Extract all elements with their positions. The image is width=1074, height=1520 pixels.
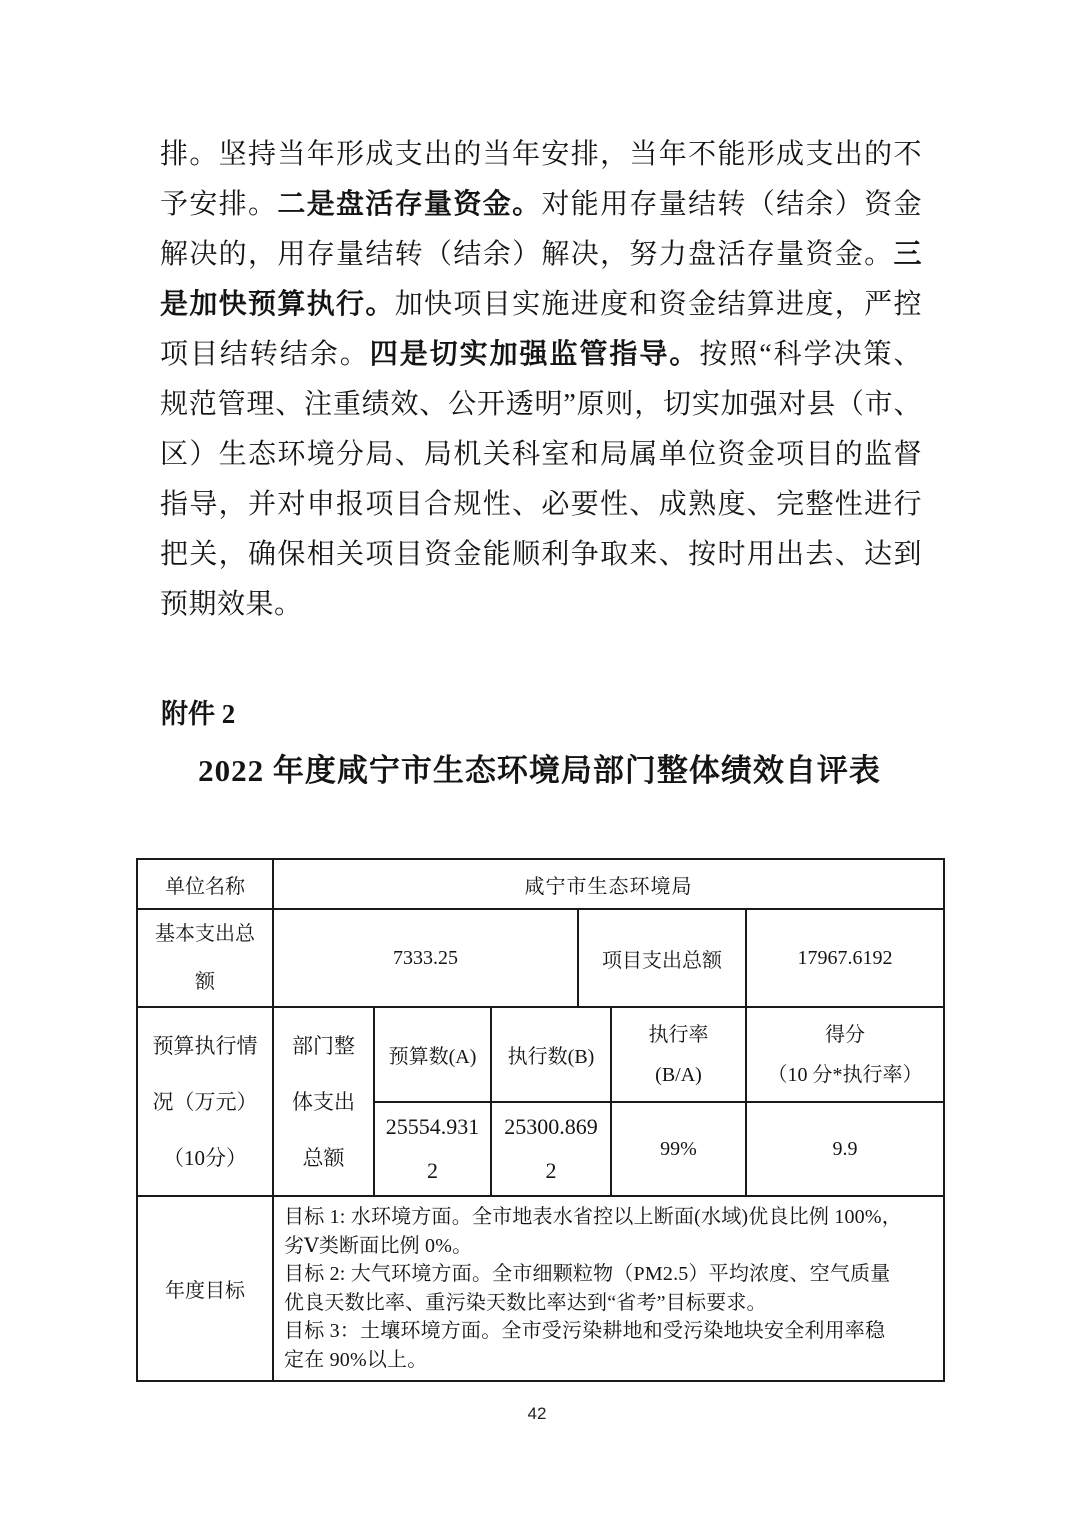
body-text: 排。坚持当年形成支出的当年安排，当年不能形成支出的不 [160,139,922,170]
score-header [746,1007,944,1102]
table-row [137,909,944,1007]
basic-expense-label [137,909,273,1007]
unit-name-label: 单位名称 [137,859,273,909]
body-text-bold: 四是切实加强监管指导。 [369,339,700,370]
annual-goal-line: 目标 1: 水环境方面。全市地表水省控以上断面(水域)优良比例 100%， [284,1206,902,1228]
exec-b-value-line: 2 [545,1158,557,1183]
dept-total-label [273,1007,374,1196]
exec-rate-header [611,1007,746,1102]
score-value: 9.9 [746,1102,944,1196]
annual-goal-line: 目标 3：土壤环境方面。全市受污染耕地和受污染地块安全利用率稳 [284,1320,886,1342]
body-text: 规范管理、注重绩效、公开透明”原则，切实加强对县（市、 [160,389,922,420]
body-text: 预期效果。 [160,589,303,620]
budget-a-value-line: 25554.931 [385,1114,480,1139]
exec-rate-header-line: 执行率 [648,1023,709,1046]
performance-table [136,858,945,1382]
dept-total-label-line: 部门整 [292,1033,355,1058]
dept-total-label-line: 总额 [302,1145,345,1170]
basic-expense-label-line: 额 [195,971,215,993]
budget-exec-row-label-line: 况（万元） [152,1089,258,1114]
annual-goal-line: 目标 2: 大气环境方面。全市细颗粒物（PM2.5）平均浓度、空气质量 [284,1263,891,1285]
body-text: 项目结转结余。 [160,339,370,370]
body-line [160,180,922,230]
project-expense-value: 17967.6192 [746,909,944,1007]
body-text: 把关，确保相关项目资金能顺利争取来、按时用出去、达到 [160,539,922,570]
attachment-label: 附件 2 [161,699,236,729]
unit-name-value: 咸宁市生态环境局 [273,859,944,909]
exec-b-value-line: 25300.869 [504,1114,598,1139]
budget-exec-row-label-line: （10分） [163,1145,247,1170]
body-text: 解决的，用存量结转（结余）解决，努力盘活存量资金。 [160,239,894,270]
exec-b-header: 执行数(B) [491,1007,611,1102]
body-text-bold: 是加快预算执行。 [160,289,395,320]
body-paragraph [160,130,922,630]
budget-a-header: 预算数(A) [374,1007,491,1102]
dept-total-label-line: 体支出 [292,1089,355,1114]
annual-goal-label: 年度目标 [137,1196,273,1381]
body-text: 指导，并对申报项目合规性、必要性、成熟度、完整性进行 [160,489,922,520]
table-row [137,859,944,909]
body-text: 予安排。 [160,189,278,220]
body-line [160,330,922,380]
exec-b-value [491,1102,611,1196]
project-expense-label: 项目支出总额 [578,909,746,1007]
body-text: 区）生态环境分局、局机关科室和局属单位资金项目的监督 [160,439,922,470]
basic-expense-value: 7333.25 [273,909,578,1007]
annual-goal-line: 优良天数比率、重污染天数比率达到“省考”目标要求。 [284,1291,767,1314]
annual-goal-line: 劣Ⅴ类断面比例 0%。 [284,1234,473,1257]
exec-rate-value: 99% [611,1102,746,1196]
body-line [160,530,922,580]
budget-exec-row-label [137,1007,273,1196]
body-line [160,130,922,180]
budget-a-value [374,1102,491,1196]
body-text: 对能用存量结转（结余）资金 [541,189,922,220]
body-line [160,430,922,480]
body-text: 加快项目实施进度和资金结算进度，严控 [394,289,922,320]
body-line [160,280,922,330]
score-header-line: 得分 [825,1023,865,1046]
annual-goal-line: 定在 90%以上。 [284,1348,428,1371]
page-number: 42 [527,1404,547,1423]
document-title: 2022 年度咸宁市生态环境局部门整体绩效自评表 [198,753,881,788]
body-line [160,380,922,430]
table-row [137,1196,944,1381]
body-text: 按照“科学决策、 [699,339,922,370]
body-line [160,580,922,630]
budget-a-value-line: 2 [427,1158,438,1183]
body-text-bold: 二是盘活存量资金。 [277,189,542,220]
body-line [160,480,922,530]
exec-rate-header-line: (B/A) [655,1063,702,1086]
budget-exec-row-label-line: 预算执行情 [152,1033,258,1058]
body-text-bold: 三 [893,239,922,270]
basic-expense-label-line: 基本支出总 [155,923,255,945]
body-line [160,230,922,280]
score-header-line: （10 分*执行率） [767,1063,923,1086]
annual-goal-content [273,1196,944,1381]
table-row [137,1007,944,1102]
